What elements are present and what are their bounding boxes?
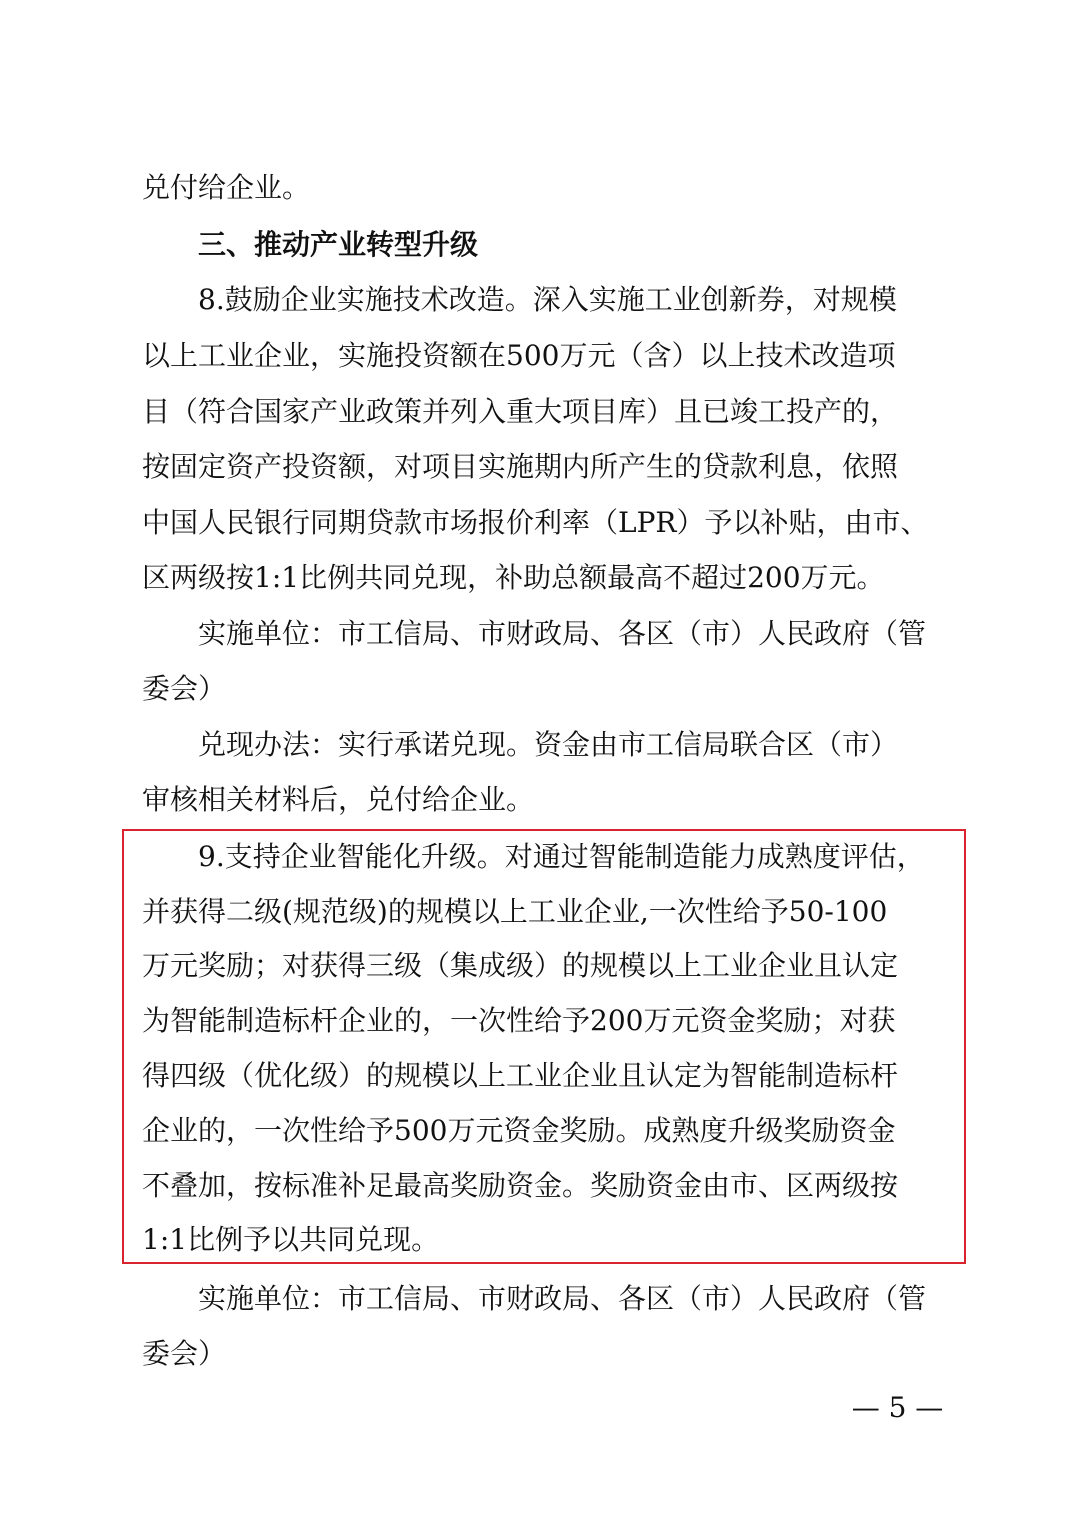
text-line: 8.鼓励企业实施技术改造。深入实施工业创新券，对规模 [198,283,897,316]
text-line: 1:1比例予以共同兑现。 [142,1223,440,1256]
text-line: 实施单位：市工信局、市财政局、各区（市）人民政府（管 [198,617,927,650]
text-line: 9.支持企业智能化升级。对通过智能制造能力成熟度评估， [198,840,925,873]
text-line: 兑付给企业。 [142,171,311,204]
text-line: 得四级（优化级）的规模以上工业企业且认定为智能制造标杆 [142,1059,899,1092]
text-line: 目（符合国家产业政策并列入重大项目库）且已竣工投产的， [142,395,899,428]
text-line: 按固定资产投资额，对项目实施期内所产生的贷款利息，依照 [142,450,899,483]
text-line: 兑现办法：实行承诺兑现。资金由市工信局联合区（市） [198,728,899,761]
page-number: — 5 — [851,1391,944,1424]
text-line: 审核相关材料后，兑付给企业。 [142,783,535,816]
text-line: 并获得二级(规范级)的规模以上工业企业,一次性给予50-100 [142,895,888,928]
text-line: 万元奖励；对获得三级（集成级）的规模以上工业企业且认定 [142,949,899,982]
text-line: 实施单位：市工信局、市财政局、各区（市）人民政府（管 [198,1282,927,1315]
text-line: 委会） [142,1337,227,1370]
text-line: 区两级按1:1比例共同兑现，补助总额最高不超过200万元。 [142,561,885,594]
section-heading: 三、推动产业转型升级 [198,228,479,261]
text-line: 不叠加，按标准补足最高奖励资金。奖励资金由市、区两级按 [142,1169,899,1202]
text-line: 企业的，一次性给予500万元资金奖励。成熟度升级奖励资金 [142,1114,896,1147]
text-line: 以上工业企业，实施投资额在500万元（含）以上技术改造项 [142,339,896,372]
text-line: 为智能制造标杆企业的，一次性给予200万元资金奖励；对获 [142,1004,896,1037]
text-line: 中国人民银行同期贷款市场报价利率（LPR）予以补贴，由市、 [142,506,929,539]
text-line: 委会） [142,672,227,705]
